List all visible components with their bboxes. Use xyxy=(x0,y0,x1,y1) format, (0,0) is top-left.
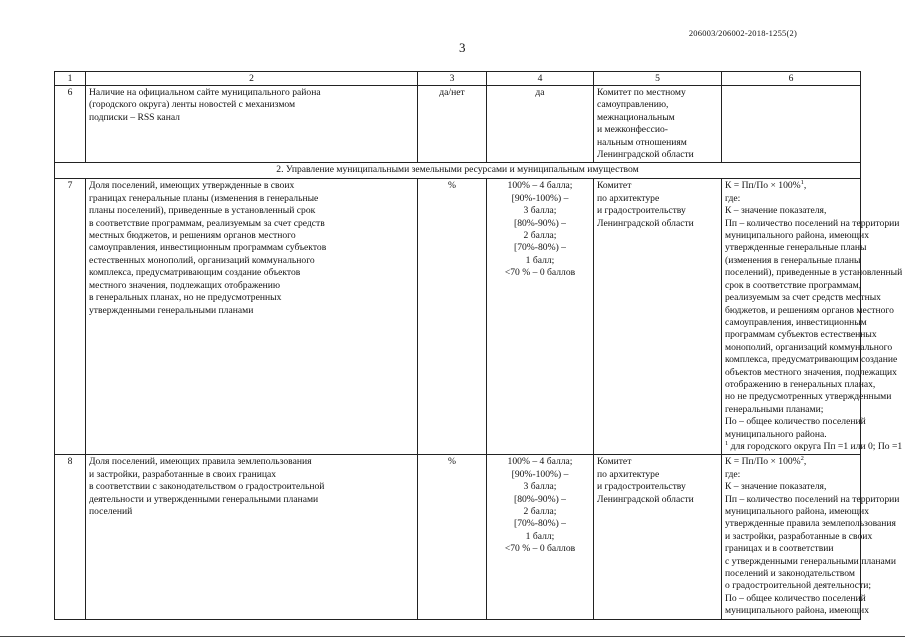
method-line: с утвержденными генеральными планами xyxy=(725,555,896,567)
method-line: но не предусмотренных утвержденными xyxy=(725,391,892,403)
score-line: 3 балла; xyxy=(523,205,557,217)
score-cell xyxy=(487,179,594,455)
responsible-line: Ленинградской области xyxy=(597,217,694,229)
column-number: 3 xyxy=(418,72,487,86)
method-line: (изменения в генеральные планы xyxy=(725,254,861,266)
score-line: [70%-80%) – xyxy=(514,518,566,530)
score-line: [80%-90%) – xyxy=(514,493,566,505)
formula-line xyxy=(725,180,857,192)
score-line: <70 % – 0 баллов xyxy=(504,267,576,279)
indicator-line: деятельности и утвержденными генеральными планами xyxy=(89,493,319,505)
indicator-line: и застройки, разработанные в своих границах xyxy=(89,468,277,480)
column-number-row xyxy=(55,72,861,86)
score-line: 100% – 4 балла; xyxy=(507,180,573,192)
method-line: о градостроительной деятельности; xyxy=(725,580,872,592)
indicator-line: Наличие на официальном сайте муниципального района xyxy=(89,87,321,98)
score-line: [90%-100%) – xyxy=(511,468,569,480)
table-row-6 xyxy=(55,86,861,163)
score-line: 2 балла; xyxy=(523,230,557,242)
responsible-line: и градостроительству xyxy=(597,481,686,493)
document-id: 206003/206002-2018-1255(2) xyxy=(688,28,797,38)
table-row-8 xyxy=(55,455,861,619)
formula-line xyxy=(725,456,857,468)
responsible-line: по архитектуре xyxy=(597,192,660,204)
score-cell: да xyxy=(487,86,594,163)
formula-footnote-mark: 1 xyxy=(800,179,804,187)
indicator-line: границах генеральные планы (изменения в генеральные xyxy=(89,192,319,204)
indicators-table xyxy=(54,71,903,620)
page-bottom-edge xyxy=(0,636,905,637)
column-number: 4 xyxy=(487,72,594,86)
formula-tail: , xyxy=(803,180,807,192)
responsible-line: и градостроительству xyxy=(597,205,686,217)
method-line: муниципального района. xyxy=(725,428,827,440)
score-line: 3 балла; xyxy=(523,481,557,493)
column-number: 1 xyxy=(55,72,86,86)
method-line: утвержденные генеральные планы xyxy=(725,242,867,254)
row-number: 8 xyxy=(55,455,86,619)
footnote-text: для городского округа Пп =1 или 0; По =1 xyxy=(728,440,903,452)
column-number: 2 xyxy=(86,72,418,86)
footnote-mark: 1 xyxy=(725,439,729,447)
responsible-line: нальным отношениям xyxy=(597,136,687,148)
responsible-line: межнациональным xyxy=(597,111,675,123)
method-line: Пп – количество поселений на территории xyxy=(725,493,900,505)
score-line: [70%-80%) – xyxy=(514,242,566,254)
score-line: <70 % – 0 баллов xyxy=(504,543,576,555)
method-line: генеральными планами; xyxy=(725,403,824,415)
method-line: К – значение показателя, xyxy=(725,481,827,493)
method-cell xyxy=(722,86,861,163)
formula-tail: , xyxy=(803,456,807,468)
score-line: 1 балл; xyxy=(525,530,555,542)
formula-text: К = Пп/По × 100% xyxy=(725,456,801,468)
method-line: самоуправления, инвестиционным xyxy=(725,316,867,328)
indicator-line: планы поселений), приведенные в установленный срок xyxy=(89,205,316,217)
method-line: Пп – количество поселений на территории xyxy=(725,217,900,229)
method-line: По – общее количество поселений xyxy=(725,592,866,604)
indicator-cell xyxy=(86,455,418,619)
unit-cell: % xyxy=(418,179,487,455)
score-line: 1 балл; xyxy=(525,254,555,266)
indicator-line: комплекса, предусматривающим создание объектов xyxy=(89,267,301,279)
method-cell xyxy=(722,455,900,619)
section-title: 2. Управление муниципальными земельными ресурсами и муниципальным имуществом xyxy=(55,163,861,179)
formula-text: К = Пп/По × 100% xyxy=(725,180,801,192)
method-line: По – общее количество поселений xyxy=(725,416,866,428)
method-line: муниципального района, имеющих xyxy=(725,230,869,242)
column-number: 5 xyxy=(594,72,722,86)
method-line: монополий, организаций коммунального xyxy=(725,341,893,353)
indicator-line: Доля поселений, имеющих утвержденные в своих xyxy=(89,180,295,192)
method-line: муниципального района, имеющих xyxy=(725,605,869,617)
section-heading-row xyxy=(55,163,861,179)
method-line: К – значение показателя, xyxy=(725,205,827,217)
method-line: объектов местного значения, подлежащих xyxy=(725,366,897,378)
method-cell xyxy=(722,179,903,455)
responsible-line: Комитет xyxy=(597,180,632,192)
responsible-cell xyxy=(594,86,722,163)
indicator-line: утвержденными генеральными планами xyxy=(89,304,254,316)
indicator-line: поселений xyxy=(89,506,133,517)
method-line: реализуемым за счет средств местных xyxy=(725,292,881,304)
row-number: 7 xyxy=(55,179,86,455)
indicator-line: местных бюджетов, и решениям органов местного xyxy=(89,230,296,242)
score-line: [80%-90%) – xyxy=(514,217,566,229)
indicator-line: (городского округа) ленты новостей с механизмом xyxy=(89,99,296,111)
row-number: 6 xyxy=(55,86,86,163)
table-row-7 xyxy=(55,179,861,455)
indicator-line: Доля поселений, имеющих правила землепользования xyxy=(89,456,312,468)
indicator-cell xyxy=(86,179,418,455)
method-line: границах и в соответствии xyxy=(725,543,834,555)
method-line: отображению в генеральных планах, xyxy=(725,378,876,390)
method-line: поселений), приведенные в установленный xyxy=(725,267,903,279)
method-line: где: xyxy=(725,192,741,204)
responsible-line: по архитектуре xyxy=(597,468,660,480)
indicator-line: в генеральных планах, но не предусмотренных xyxy=(89,292,282,304)
responsible-line: Комитет по местному xyxy=(597,87,686,98)
responsible-line: самоуправлению, xyxy=(597,99,669,111)
responsible-cell xyxy=(594,455,722,619)
method-line: и застройки, разработанные в своих xyxy=(725,530,873,542)
responsible-line: Ленинградской области xyxy=(597,493,694,505)
unit-cell: да/нет xyxy=(418,86,487,163)
indicator-line: подписки – RSS канал xyxy=(89,111,180,123)
page-number: 3 xyxy=(459,40,466,55)
method-line: комплекса, предусматривающим создание xyxy=(725,354,898,366)
indicator-line: естественных монополий, организаций коммунального xyxy=(89,254,315,266)
score-cell xyxy=(487,455,594,619)
column-number: 6 xyxy=(722,72,861,86)
method-line: муниципального района, имеющих xyxy=(725,506,869,517)
indicator-cell xyxy=(86,86,418,163)
indicator-line: самоуправления, инвестиционным программам субъектов xyxy=(89,242,327,254)
method-line: программам субъектов естественных xyxy=(725,329,877,341)
method-line: где: xyxy=(725,468,741,480)
indicator-line: в соответствии с законодательством о градостроительной xyxy=(89,481,325,493)
score-line: 2 балла; xyxy=(523,506,557,517)
responsible-cell xyxy=(594,179,722,455)
method-line: бюджетов, и решениям органов местного xyxy=(725,304,894,316)
method-line: утвержденные правила землепользования xyxy=(725,518,896,530)
responsible-line: Ленинградской области xyxy=(597,149,694,161)
responsible-line: Комитет xyxy=(597,456,632,468)
responsible-line: и межконфессио- xyxy=(597,124,668,136)
unit-cell: % xyxy=(418,455,487,619)
indicator-line: в соответствие программам, реализуемым за счет средств xyxy=(89,217,325,229)
method-line: поселений и законодательством xyxy=(725,568,855,580)
indicator-line: местного значения, подлежащих отображению xyxy=(89,279,281,291)
formula-footnote-mark: 2 xyxy=(800,455,804,463)
method-line: срок в соответствие программам, xyxy=(725,279,862,291)
score-line: [90%-100%) – xyxy=(511,192,569,204)
score-line: 100% – 4 балла; xyxy=(507,456,573,468)
footnote-line xyxy=(725,439,903,453)
